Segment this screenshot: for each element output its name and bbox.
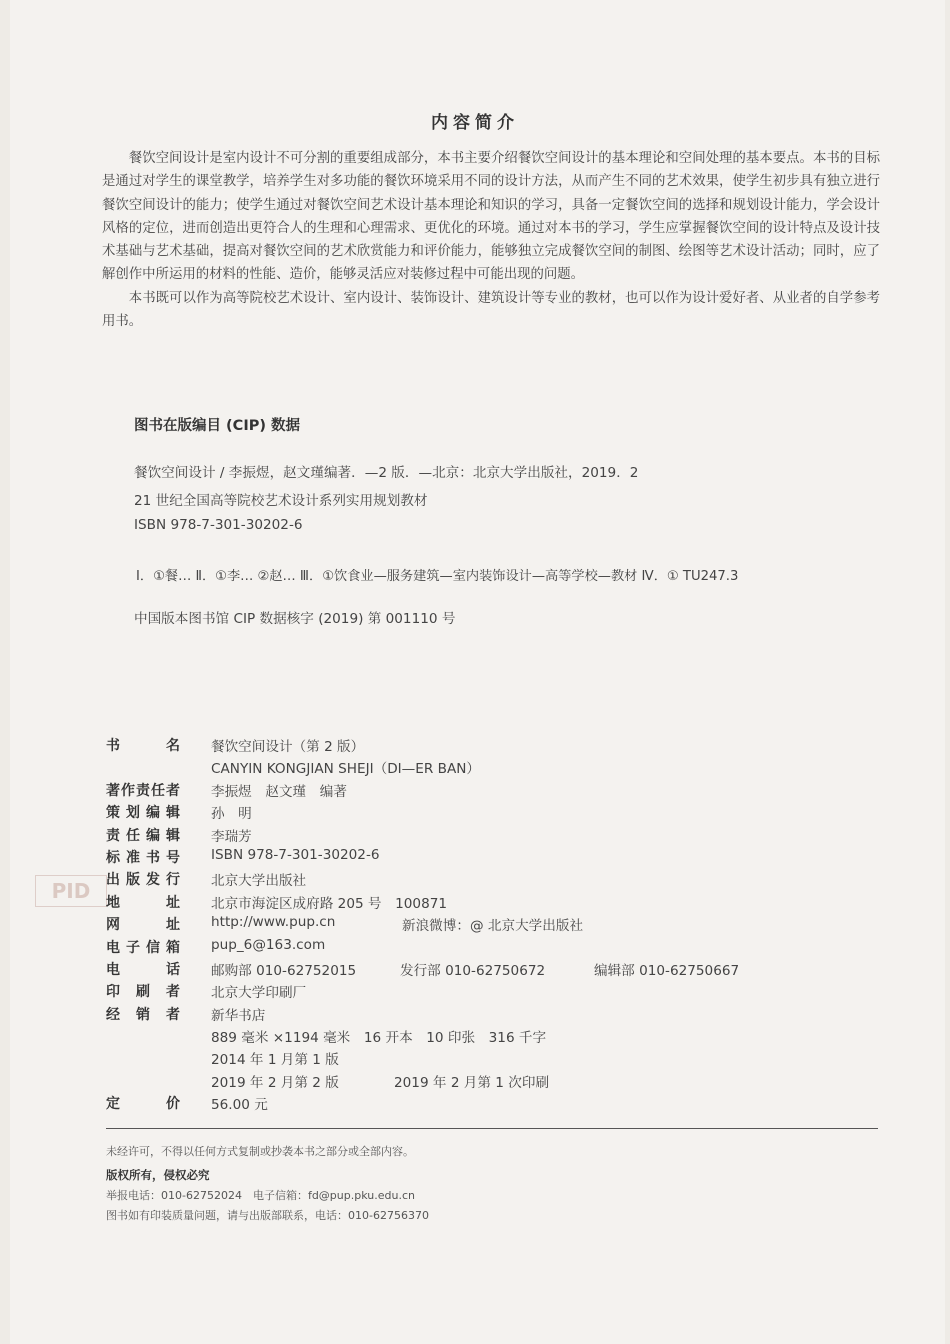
row-phone xyxy=(106,959,866,981)
page-title: 内容简介 xyxy=(431,113,519,133)
website-link: http://www.pup.cn xyxy=(211,914,336,931)
printer-label: 印刷者 xyxy=(106,984,180,1001)
row-responsible-editor xyxy=(106,825,866,847)
format-value: 889 毫米 ×1194 毫米 16 开本 10 印张 316 千字 xyxy=(211,1030,547,1047)
cip-line-5: 中国版本图书馆 CIP 数据核字 (2019) 第 001110 号 xyxy=(134,611,456,627)
website-label: 网址 xyxy=(106,917,180,934)
row-price xyxy=(106,1093,866,1115)
address-label: 地址 xyxy=(106,894,180,911)
row-planning-editor xyxy=(106,802,866,824)
printer-value: 北京大学印刷厂 xyxy=(211,985,307,1002)
publisher-label: 出版发行 xyxy=(106,872,180,889)
author-value: 李振煜 赵文瑾 编著 xyxy=(211,783,347,800)
footer-quality-contact: 图书如有印装质量问题，请与出版部联系，电话：010-62756370 xyxy=(106,1209,429,1222)
row-isbn xyxy=(106,847,866,869)
footer-notice: 未经许可，不得以任何方式复制或抄袭本书之部分或全部内容。 xyxy=(106,1145,414,1158)
cip-line-2: 21 世纪全国高等院校艺术设计系列实用规划教材 xyxy=(134,493,428,509)
responsible-editor-label: 责任编辑 xyxy=(106,827,180,844)
row-format xyxy=(106,1026,866,1048)
row-book-pinyin xyxy=(106,757,866,779)
copyright-details xyxy=(106,735,866,1116)
distributor-value: 新华书店 xyxy=(211,1007,266,1024)
author-label: 著作责任者 xyxy=(106,782,180,799)
book-name-value: 餐饮空间设计（第 2 版） xyxy=(211,739,365,755)
row-edition-2 xyxy=(106,1071,866,1093)
phone-distribution: 发行部 010-62750672 xyxy=(400,962,546,979)
row-author xyxy=(106,780,866,802)
planning-editor-label: 策划编辑 xyxy=(106,805,180,822)
responsible-editor-value: 李瑞芳 xyxy=(211,828,252,845)
introduction xyxy=(102,147,880,333)
row-email xyxy=(106,937,866,959)
weibo-value: 新浪微博：@ 北京大学出版社 xyxy=(402,918,584,935)
cip-line-3: ISBN 978-7-301-30202-6 xyxy=(134,517,303,533)
distributor-label: 经销者 xyxy=(106,1006,180,1023)
footer-report-contact: 举报电话：010-62752024 电子信箱：fd@pup.pku.edu.cn xyxy=(106,1189,415,1202)
faint-stamp-mark: PID xyxy=(35,875,107,907)
cip-line-4: Ⅰ．①餐… Ⅱ．①李… ②赵… Ⅲ．①饮食业—服务建筑—室内装饰设计—高等学校—教材 Ⅳ．① TU247.3 xyxy=(136,569,739,584)
intro-paragraph-2: 本书既可以作为高等院校艺术设计、室内设计、装饰设计、建筑设计等专业的教材，也可以作为设计爱好者、从业者的自学参考用书。 xyxy=(102,290,880,330)
phone-editorial: 编辑部 010-62750667 xyxy=(594,962,740,979)
footer-rights: 版权所有，侵权必究 xyxy=(106,1168,210,1182)
row-edition-1 xyxy=(106,1048,866,1070)
intro-paragraph-1: 餐饮空间设计是室内设计不可分割的重要组成部分，本书主要介绍餐饮空间设计的基本理论和空间处理的基本要点。本书的目标是通过对学生的课堂教学，培养学生对多功能的餐饮环境采用不同的设计方法，从而产生不同的艺术效果，使学生初步具有独立进行餐饮空间设计的能力；使学生通过对餐饮空间艺术设计基本理论和知识的学习，具备一定餐饮空间的选择和规划设计能力，学会设计风格的定位，进而创造出更符合人的生理和心理需求、更优化的环境。通过对本书的学习，学生应掌握餐饮空间的设计特点及设计技术基础与艺术基础，提高对餐饮空间的艺术欣赏能力和评价能力，能够独立完成餐饮空间的制图、绘图等艺术设计活动；同时，应了解创作中所运用的材料的性能、造价，能够灵活应对装修过程中可能出现的问题。 xyxy=(102,151,880,283)
isbn-value: ISBN 978-7-301-30202-6 xyxy=(211,846,380,863)
cip-heading: 图书在版编目 (CIP) 数据 xyxy=(134,418,301,434)
cip-line-1: 餐饮空间设计 / 李振煜，赵文瑾编著．—2 版．—北京：北京大学出版社，2019．2 xyxy=(134,465,639,481)
price-label: 定价 xyxy=(106,1096,180,1113)
edition-2-value: 2019 年 2 月第 2 版 xyxy=(211,1074,339,1091)
email-label: 电子信箱 xyxy=(106,939,180,956)
row-printer xyxy=(106,981,866,1003)
address-value: 北京市海淀区成府路 205 号 100871 xyxy=(211,895,448,912)
phone-mail-order: 邮购部 010-62752015 xyxy=(211,962,357,979)
email-value: pup_6@163.com xyxy=(211,936,326,953)
planning-editor-value: 孙 明 xyxy=(211,806,252,823)
divider xyxy=(106,1128,878,1129)
printing-value: 2019 年 2 月第 1 次印刷 xyxy=(394,1074,550,1091)
row-address xyxy=(106,892,866,914)
isbn-label: 标准书号 xyxy=(106,849,180,866)
row-website xyxy=(106,914,866,936)
row-distributor xyxy=(106,1004,866,1026)
price-value: 56.00 元 xyxy=(211,1097,268,1114)
publisher-value: 北京大学出版社 xyxy=(211,873,307,890)
edition-1-value: 2014 年 1 月第 1 版 xyxy=(211,1052,339,1069)
phone-label: 电话 xyxy=(106,961,180,978)
row-book-name xyxy=(106,735,866,757)
book-name-label: 书名 xyxy=(106,738,180,754)
row-publisher xyxy=(106,869,866,891)
book-name-pinyin: CANYIN KONGJIAN SHEJI（DI—ER BAN） xyxy=(211,761,481,778)
